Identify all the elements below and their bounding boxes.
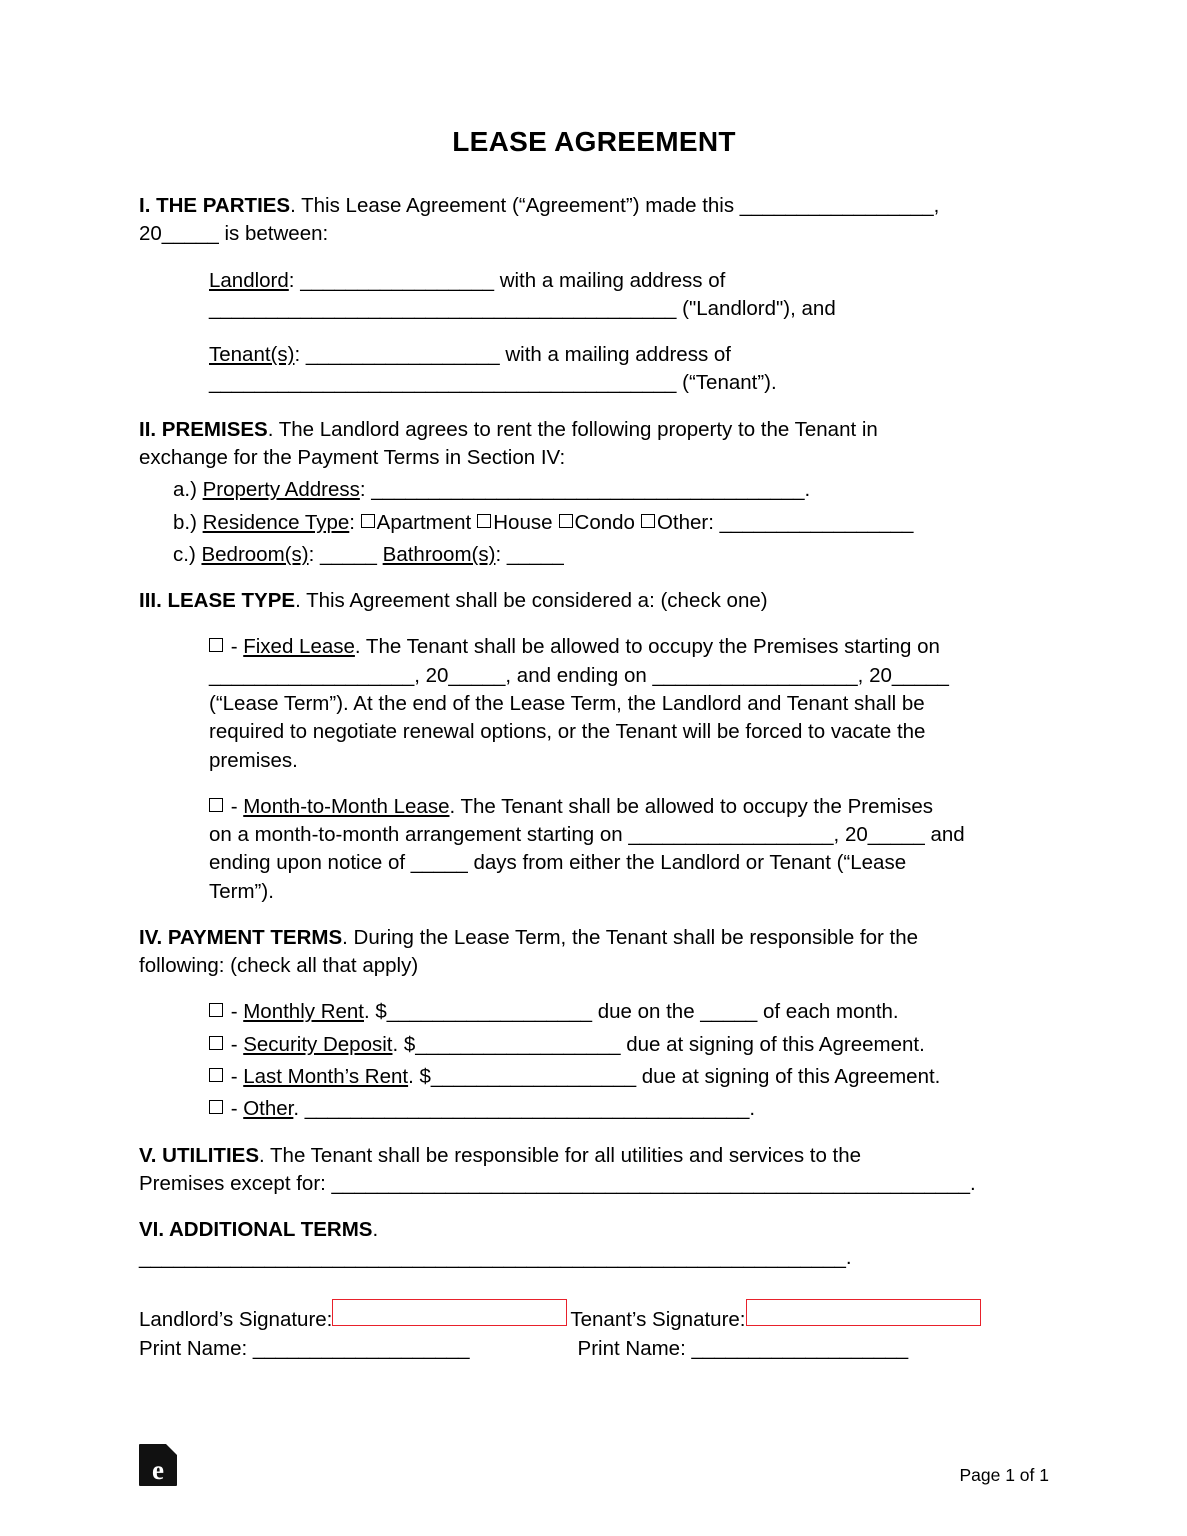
landlord-block: [209, 267, 1049, 324]
checkbox-fixed-lease[interactable]: [209, 638, 223, 652]
payment-item-security-deposit: [209, 1031, 1049, 1059]
premises-item-a-prefix: a.): [173, 478, 203, 502]
premises-item-b-prefix: b.): [173, 510, 203, 534]
payment-item-monthly-rent: [209, 998, 1049, 1026]
payment-item-last-months-rent: [209, 1063, 1049, 1091]
section-parties-heading: I. THE PARTIES: [139, 194, 291, 217]
section-utilities: [139, 1142, 1049, 1199]
premises-item-a: [173, 476, 1049, 504]
section-premises-heading: II. PREMISES: [139, 417, 268, 441]
security-deposit-rest: . $__________________ due at signing of this Agreement.: [392, 1032, 925, 1056]
premises-item-c-prefix: c.): [173, 542, 202, 566]
checkbox-other-payment[interactable]: [209, 1100, 223, 1114]
fixed-lease-line4: required to negotiate renewal options, or the Tenant will be forced to vacate the: [209, 720, 926, 744]
section-additional-terms-line1: . ______________________________________________________________.: [139, 1218, 852, 1270]
monthly-rent-rest: . $__________________ due on the _____ of each month.: [364, 1000, 899, 1024]
fixed-lease-line5: premises.: [209, 748, 298, 772]
monthly-rent-dash: -: [225, 1000, 244, 1024]
section-payment-terms: [139, 924, 1049, 981]
signature-row: [139, 1299, 1049, 1336]
landlord-line2: _________________________________________ ("Landlord"), and: [209, 296, 836, 320]
landlord-signature-field[interactable]: [332, 1299, 567, 1326]
other-payment-label: Other: [243, 1097, 294, 1121]
landlord-print-name-label: Print Name: ___________________: [139, 1337, 470, 1361]
last-months-rent-dash: -: [225, 1065, 244, 1089]
last-months-rent-rest: . $__________________ due at signing of this Agreement.: [408, 1065, 941, 1089]
checkbox-monthly-rent[interactable]: [209, 1003, 223, 1017]
section-payment-terms-line1: . During the Lease Term, the Tenant shall be responsible for the: [342, 925, 919, 949]
checkbox-last-months-rent[interactable]: [209, 1068, 223, 1082]
spacer: [139, 327, 1049, 341]
premises-item-a-label: Property Address: [202, 478, 360, 502]
checkbox-apartment[interactable]: [361, 514, 375, 528]
last-months-rent-label: Last Month’s Rent: [243, 1065, 409, 1089]
tenant-line1: : _________________ with a mailing address of: [294, 343, 731, 367]
premises-bedrooms-label: Bedroom(s): [201, 542, 309, 566]
fixed-lease-line3: (“Lease Term”). At the end of the Lease Term, the Landlord and Tenant shall be: [209, 691, 925, 715]
other-payment-rest: . _______________________________________.: [293, 1097, 756, 1121]
eforms-logo-icon: [139, 1444, 177, 1486]
premises-option-house: House: [493, 510, 553, 534]
tenant-signature-field[interactable]: [746, 1299, 981, 1326]
premises-bathrooms-blank: : _____: [495, 542, 564, 566]
landlord-label: Landlord: [209, 268, 289, 292]
section-premises-line1: . The Landlord agrees to rent the following property to the Tenant in: [267, 417, 878, 441]
security-deposit-dash: -: [225, 1032, 244, 1056]
premises-item-a-rest: : ______________________________________.: [359, 478, 811, 502]
section-utilities-heading: V. UTILITIES: [139, 1143, 259, 1167]
section-utilities-line1: . The Tenant shall be responsible for all utilities and services to the: [259, 1143, 862, 1167]
checkbox-house[interactable]: [477, 514, 491, 528]
tenant-signature-label: Tenant’s Signature:: [570, 1307, 746, 1331]
checkbox-month-to-month-lease[interactable]: [209, 798, 223, 812]
security-deposit-label: Security Deposit: [243, 1032, 393, 1056]
fixed-lease-line1: . The Tenant shall be allowed to occupy the Premises starting on: [354, 635, 940, 659]
section-lease-type-heading: III. LEASE TYPE: [139, 589, 296, 613]
section-additional-terms: [139, 1216, 1049, 1273]
eforms-logo-letter: e: [152, 1455, 164, 1485]
premises-option-other: Other: _________________: [656, 510, 914, 534]
premises-item-b-label: Residence Type: [202, 510, 350, 534]
lease-type-month-to-month: [209, 793, 1049, 906]
tenant-print-name-label: Print Name: ___________________: [577, 1337, 909, 1361]
payment-item-other: [209, 1095, 1049, 1123]
fixed-lease-label: Fixed Lease: [243, 635, 355, 659]
premises-option-apartment: Apartment: [376, 510, 472, 534]
premises-option-condo: Condo: [574, 510, 635, 534]
section-premises-line2: exchange for the Payment Terms in Section IV:: [139, 445, 566, 469]
fixed-lease-dash: -: [225, 635, 244, 659]
page-footer: [139, 1444, 1049, 1486]
section-payment-terms-line2: following: (check all that apply): [139, 954, 419, 978]
other-payment-dash: -: [225, 1097, 244, 1121]
section-premises: [139, 416, 1049, 473]
premises-bathrooms-label: Bathroom(s): [382, 542, 496, 566]
tenant-block: [209, 341, 1049, 398]
print-name-row: [139, 1337, 1049, 1361]
section-lease-type: [139, 587, 1049, 615]
section-payment-terms-heading: IV. PAYMENT TERMS: [139, 925, 343, 949]
landlord-line1: : _________________ with a mailing address of: [288, 268, 726, 292]
mtm-line3: ending upon notice of _____ days from either the Landlord or Tenant (“Lease: [209, 851, 907, 875]
landlord-signature-group: [139, 1299, 567, 1336]
section-parties-line1: . This Lease Agreement (“Agreement”) made this _________________,: [290, 194, 940, 217]
monthly-rent-label: Monthly Rent: [243, 1000, 364, 1024]
page-number: Page 1 of 1: [959, 1465, 1049, 1485]
checkbox-security-deposit[interactable]: [209, 1036, 223, 1050]
premises-bedrooms-blank: : _____: [308, 542, 383, 566]
page-title: LEASE AGREEMENT: [452, 126, 736, 157]
fixed-lease-line2: __________________, 20_____, and ending on __________________, 20_____: [209, 663, 949, 687]
tenant-line2: _________________________________________ (“Tenant”).: [209, 371, 777, 395]
document-body: [139, 126, 1049, 1361]
checkbox-condo[interactable]: [559, 514, 573, 528]
section-parties-line2: 20_____ is between:: [139, 222, 329, 246]
checkbox-other-residence[interactable]: [641, 514, 655, 528]
lease-type-fixed: [209, 633, 1049, 774]
section-parties: [139, 192, 1049, 249]
mtm-line2: on a month-to-month arrangement starting on __________________, 20_____ and: [209, 823, 965, 847]
section-lease-type-line1: . This Agreement shall be considered a: (check one): [295, 589, 768, 613]
section-utilities-line2: Premises except for: ________________________________________________________.: [139, 1171, 976, 1195]
premises-item-c: [173, 541, 1049, 569]
spacer: [139, 253, 1049, 267]
mtm-line4: Term”).: [209, 879, 274, 903]
mtm-label: Month-to-Month Lease: [243, 794, 450, 818]
landlord-signature-label: Landlord’s Signature:: [139, 1307, 333, 1331]
premises-item-b-colon: :: [349, 510, 361, 534]
mtm-dash: -: [225, 794, 244, 818]
tenant-label: Tenant(s): [209, 343, 295, 367]
tenant-signature-group: [570, 1299, 980, 1336]
section-additional-terms-heading: VI. ADDITIONAL TERMS: [139, 1218, 373, 1242]
mtm-line1: . The Tenant shall be allowed to occupy the Premises: [449, 794, 934, 818]
premises-item-b: [173, 509, 1049, 537]
